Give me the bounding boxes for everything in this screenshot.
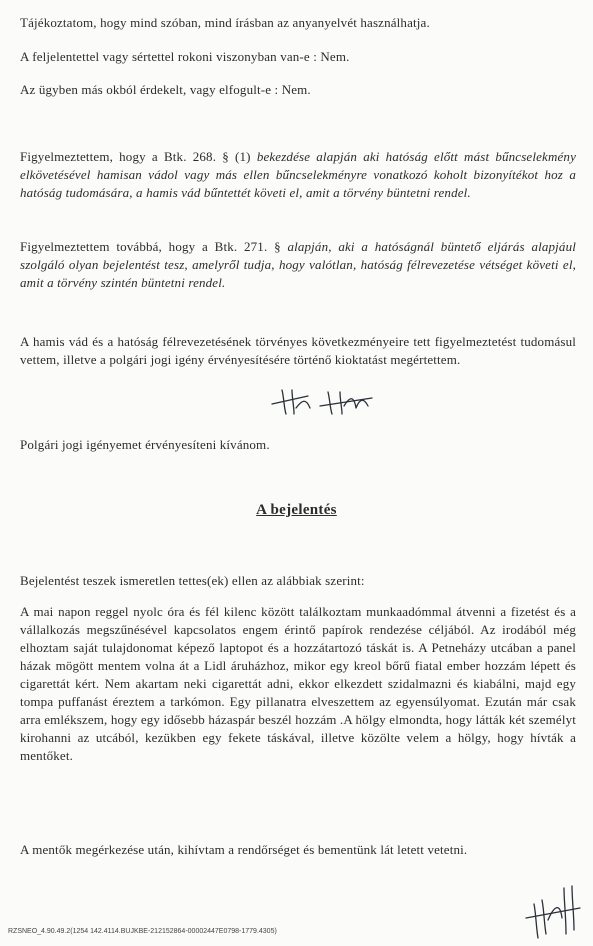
section-heading: A bejelentés (256, 502, 337, 518)
report-body: A mai napon reggel nyolc óra és fél kilenc között találkoztam munkaadómmal átvenni a fizetést és a vállalkozás megszűnésével kapcsolatos engem érintő papírok rendezése céljából. Az irodából még elhoztam saját tulajdonomat képező laptopot és a hozzátartozó táskát is. A Petneházy utcában a panel házak mögött mentem volna át a Lidl áruházhoz, mikor egy kreol bőrű fiatal ember hozzám lépett és cigarettát kért. Nem akartam neki cigarettát adni, ekkor elkezdett szidalmazni és kiabálni, majd egy tompa puffanást éreztem a tarkómon. Egy pillanatra elveszettem az egyensúlyomat. Ezután már csak arra emlékszem, hogy egy idősebb házaspár beszél hozzám .A hölgy elmondta, hogy látták két személyt kirohanni az utcából, kezükben egy fekete táskával, illetve közölte velem a hölgy, hogy hívták a mentőket. (20, 604, 576, 763)
warning-2-prefix: Figyelmeztettem továbbá, hogy a Btk. 271. § (20, 239, 288, 254)
civil-claim-statement: Polgári jogi igényemet érvényesíteni kívánom. (20, 437, 270, 452)
warning-1-prefix: Figyelmeztettem, hogy a Btk. 268. § (1) (20, 149, 257, 164)
acknowledgement-paragraph: A hamis vád és a hatóság félrevezetésének törvényes következményeire tett figyelmeztetést tudomásul vettem, illetve a polgári jogi igény érvényesítésére történő kioktatást megértettem. (20, 334, 576, 367)
warning-1-text: bekezdése alapján aki hatóság előtt mást bűncselekmény elkövetésével hamisan vádol vagy más ellen bűncselekményre vonatkozó koholt bizonyítékot hoz a hatóság tudomására, a hamis vád bűntettét követi el, amit a törvény büntetni rendel. (20, 149, 576, 200)
bias-question-line: Az ügyben más okból érdekelt, vagy elfogult-e : Nem. (20, 82, 311, 97)
signature-footer (520, 884, 588, 940)
signature-mark (268, 386, 378, 416)
info-language-line: Tájékoztatom, hogy mind szóban, mind írásban az anyanyelvét használhatja. (20, 15, 430, 30)
warning-2-text: alapján, aki a hatóságnál büntető eljárás alapjául szolgáló olyan bejelentést tesz, amelyről tudja, hogy valótlan, hatóság félrevezetése vétséget követi el, amit a törvény szintén büntetni rendel. (20, 239, 576, 290)
report-conclusion: A mentők megérkezése után, kihívtam a rendőrséget és bementünk lát letett vetetni. (20, 842, 468, 857)
report-intro: Bejelentést teszek ismeretlen tettes(ek) ellen az alábbiak szerint: (20, 573, 365, 588)
relation-question-line: A feljelentettel vagy sértettel rokoni viszonyban van-e : Nem. (20, 49, 350, 64)
warning-misleading-authority (20, 238, 576, 292)
document-footer-id: RZSNEO_4.90.49.2(1254 142.4114.BUJKBE-212152864-00002447E0798-1779.4305) (8, 928, 277, 935)
warning-false-accusation (20, 148, 576, 202)
